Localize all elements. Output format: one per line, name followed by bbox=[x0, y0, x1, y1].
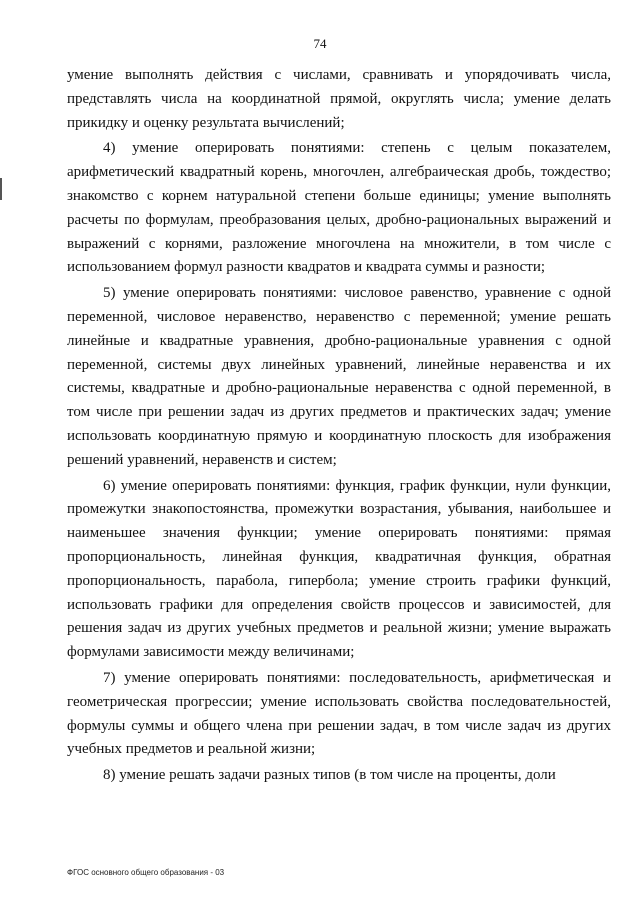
paragraph-continuation: умение выполнять действия с числами, сравнивать и упорядочивать числа, представлять числа на координатной прямой, округлять числа; умение делать прикидку и оценку результата вычислений; bbox=[67, 67, 611, 131]
page-footer: ФГОС основного общего образования - 03 bbox=[67, 868, 225, 877]
page-number: 74 bbox=[313, 36, 327, 51]
paragraph-item-4: 4) умение оперировать понятиями: степень с целым показателем, арифметический квадратный корень, многочлен, алгебраическая дробь, тождество; знакомство с корнем натуральной степени больше единицы; умение выполнять расчеты по формулам, преобразования целых, дробно-рациональных выражений и выражений с корнями, разложение многочлена на множители, в том числе с использованием формул разности квадратов и квадрата суммы и разности; bbox=[67, 140, 611, 276]
scan-edge-mark bbox=[0, 178, 2, 200]
paragraph-item-6: 6) умение оперировать понятиями: функция, график функции, нули функции, промежутки знакопостоянства, промежутки возрастания, убывания, наибольшее и наименьшее значения функции; умение оперировать понятиями: прямая пропорциональность, линейная функция, квадратичная функция, обратная пропорциональность, парабола, гипербола; умение строить графики функций, использовать графики для определения свойств процессов и зависимостей, для решения задач из других учебных предметов и реальной жизни; умение выражать формулами зависимости между величинами; bbox=[67, 477, 611, 661]
paragraph-item-8: 8) умение решать задачи разных типов (в том числе на проценты, доли bbox=[103, 767, 556, 784]
document-body bbox=[67, 64, 611, 788]
paragraph-item-7: 7) умение оперировать понятиями: последовательность, арифметическая и геометрическая прогрессии; умение использовать свойства последовательностей, формулы суммы и общего члена при решении задач, в том числе задач из других учебных предметов и реальной жизни; bbox=[67, 669, 611, 758]
paragraph-item-5: 5) умение оперировать понятиями: числовое равенство, уравнение с одной переменной, числовое неравенство, неравенство с переменной; умение решать линейные и квадратные уравнения, дробно-рациональные уравнения с одной переменной, системы двух линейных уравнений, линейные неравенства и их системы, квадратные и дробно-рациональные неравенства с одной переменной, в том числе при решении задач из других предметов и практических задач; умение использовать координатную прямую и координатную плоскость для изображения решений уравнений, неравенств и систем; bbox=[67, 285, 611, 468]
